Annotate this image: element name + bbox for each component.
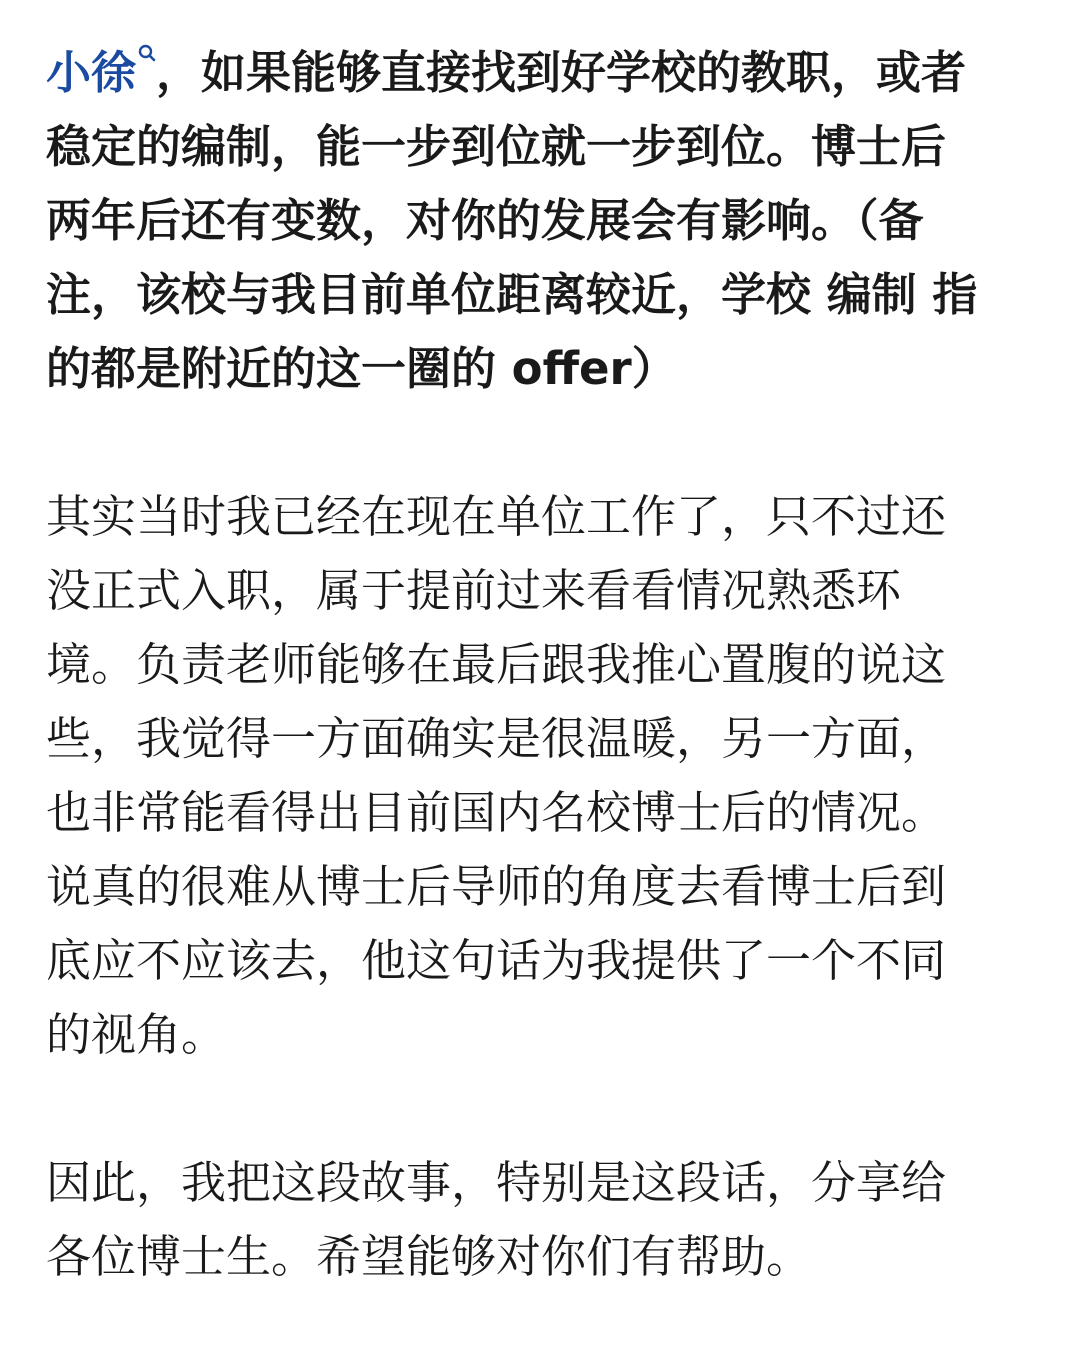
story-line: 的视角。	[46, 1008, 227, 1061]
story-line: 些，我觉得一方面确实是很温暖，另一方面，	[46, 712, 947, 765]
closing-line: 因此，我把这段故事，特别是这段话，分享给	[46, 1156, 947, 1209]
search-icon[interactable]	[138, 44, 156, 66]
story-paragraph	[46, 480, 1046, 1072]
quote-line-1-text: ，如果能够直接找到好学校的教职，或者	[156, 46, 967, 99]
story-line: 说真的很难从博士后导师的角度去看博士后到	[46, 860, 947, 913]
article-body	[46, 36, 1046, 1294]
quote-line-4: 注，该校与我目前单位距离较近，学校 编制 指	[46, 268, 978, 321]
quote-line-2: 稳定的编制，能一步到位就一步到位。博士后	[46, 120, 947, 173]
story-line: 境。负责老师能够在最后跟我推心置腹的说这	[46, 638, 947, 691]
quote-line-1	[46, 36, 1046, 110]
story-line: 没正式入职，属于提前过来看看情况熟悉环	[46, 564, 902, 617]
story-line: 也非常能看得出目前国内名校博士后的情况。	[46, 786, 947, 839]
closing-line: 各位博士生。希望能够对你们有帮助。	[46, 1230, 812, 1283]
quote-line-3: 两年后还有变数，对你的发展会有影响。（备	[46, 194, 924, 247]
quote-line-5: 的都是附近的这一圈的 offer）	[46, 342, 677, 395]
mention-link[interactable]: 小徐	[46, 46, 137, 99]
quote-paragraph	[46, 36, 1046, 406]
closing-paragraph	[46, 1146, 1046, 1294]
story-line: 其实当时我已经在现在单位工作了，只不过还	[46, 490, 947, 543]
story-line: 底应不应该去，他这句话为我提供了一个不同	[46, 934, 947, 987]
